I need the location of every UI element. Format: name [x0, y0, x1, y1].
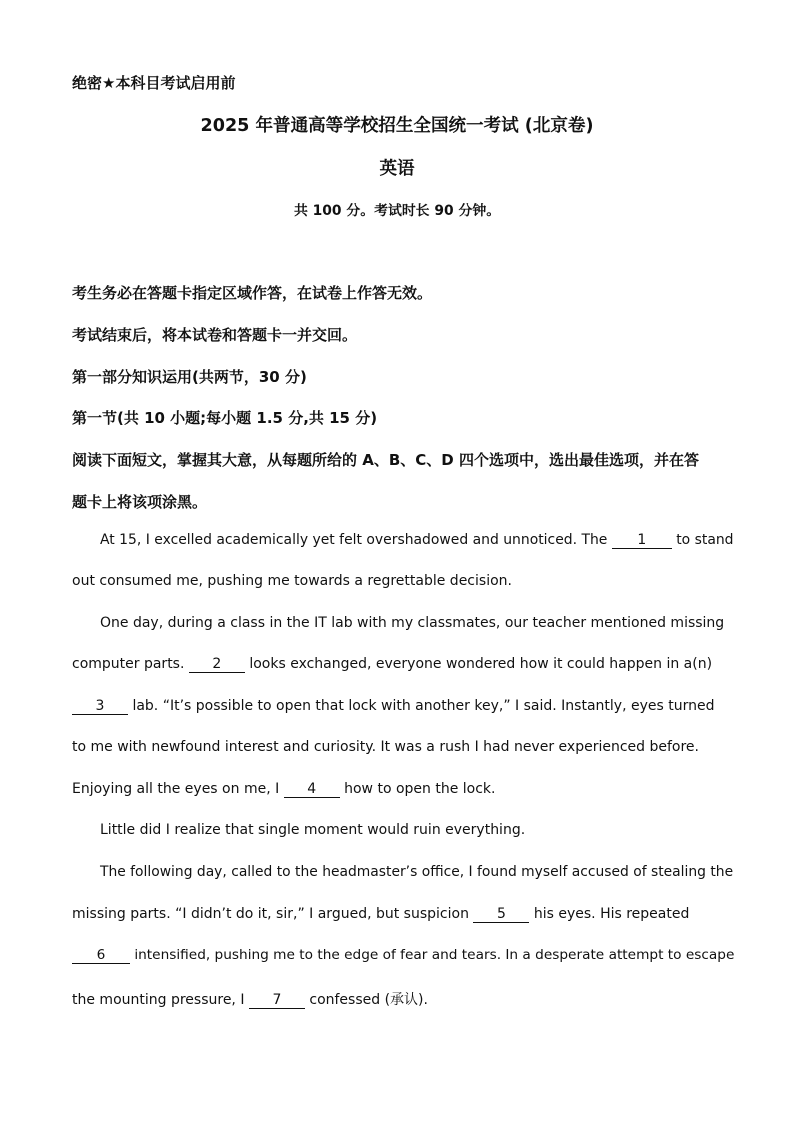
passage-line: Little did I realize that single moment would ruin everything. [100, 822, 526, 838]
blank-4: 4 [284, 781, 340, 798]
passage-text: looks exchanged, everyone wondered how it could happen in a(n) [244, 656, 713, 672]
passage-line: The following day, called to the headmaster’s office, I found myself accused of stealing the [100, 864, 734, 880]
passage-line [100, 532, 734, 549]
instruction-return: 考试结束后，将本试卷和答题卡一并交回。 [72, 326, 358, 344]
part-heading: 第一部分知识运用(共两节，30 分) [72, 368, 307, 386]
blank-6: 6 [72, 947, 130, 964]
passage-line [72, 698, 714, 715]
subject-title: 英语 [379, 159, 415, 179]
blank-5: 5 [473, 906, 529, 923]
passage-line [72, 656, 712, 673]
passage-text: At 15, I excelled academically yet felt overshadowed and unnoticed. The [100, 532, 612, 548]
blank-7: 7 [249, 992, 305, 1009]
passage-text: lab. “It’s possible to open that lock with another key,” I said. Instantly, eyes turned [128, 698, 715, 714]
direction-line-2: 题卡上将该项涂黑。 [72, 493, 208, 511]
passage-line [72, 947, 734, 964]
passage-text: his eyes. His repeated [529, 906, 690, 922]
passage-text: Enjoying all the eyes on me, I [72, 781, 284, 797]
passage-line [72, 781, 496, 798]
passage-line: One day, during a class in the IT lab with my classmates, our teacher mentioned missing [100, 615, 725, 631]
blank-2: 2 [189, 656, 245, 673]
exam-title: 2025 年普通高等学校招生全国统一考试 (北京卷) [200, 116, 594, 136]
passage-line: out consumed me, pushing me towards a regrettable decision. [72, 573, 512, 589]
passage-text: intensified, pushing me to the edge of fear and tears. In a desperate attempt to escape [130, 947, 735, 963]
passage-line [72, 989, 428, 1009]
direction-line-1: 阅读下面短文，掌握其大意，从每题所给的 A、B、C、D 四个选项中，选出最佳选项，并在答 [72, 451, 699, 469]
passage-text: confessed (承认). [304, 992, 428, 1008]
passage-text: the mounting pressure, I [72, 992, 249, 1008]
score-duration: 共 100 分。考试时长 90 分钟。 [293, 203, 501, 219]
passage-text: missing parts. “I didn’t do it, sir,” I argued, but suspicion [72, 906, 474, 922]
passage-text: to stand [671, 532, 734, 548]
passage-text: computer parts. [72, 656, 189, 672]
instruction-answer-area: 考生务必在答题卡指定区域作答，在试卷上作答无效。 [72, 284, 433, 302]
passage-text: how to open the lock. [339, 781, 496, 797]
blank-1: 1 [612, 532, 672, 549]
confidential-notice: 绝密★本科目考试启用前 [72, 74, 236, 92]
section-heading: 第一节(共 10 小题;每小题 1.5 分,共 15 分) [72, 409, 378, 427]
passage-line: to me with newfound interest and curiosity. It was a rush I had never experienced before. [72, 739, 699, 755]
passage-line [72, 906, 689, 923]
blank-3: 3 [72, 698, 128, 715]
